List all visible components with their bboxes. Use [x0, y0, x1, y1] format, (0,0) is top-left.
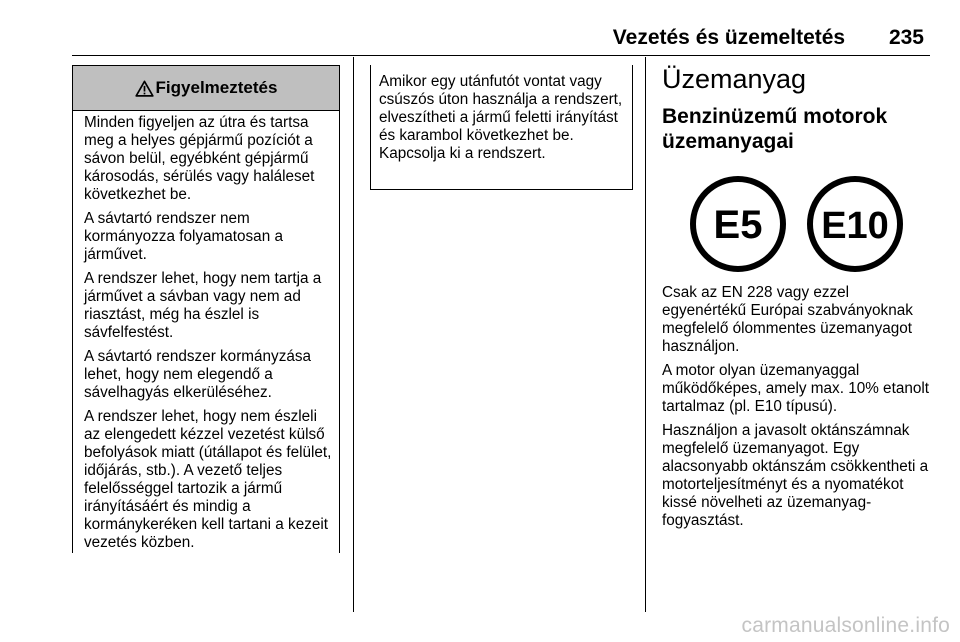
column-divider-right: [645, 57, 646, 612]
page-header-title: Vezetés és üzemeltetés: [612, 26, 846, 49]
watermark: carmanualsonline.info: [741, 614, 950, 637]
section-subtitle: Benzinüzemű motorok üzemanyagai: [662, 105, 888, 153]
fuel-label-e10-text: E10: [821, 205, 889, 247]
warning-triangle-icon: [135, 80, 154, 97]
column-divider-left: [353, 57, 354, 612]
main-paragraph: Csak az EN 228 vagy ezzel egyenértékű Európai szabványoknak megfelelő ólommentes üzemanyagot használjon.: [662, 284, 913, 355]
section-title: Üzemanyag: [662, 64, 807, 94]
warning-body: [73, 111, 339, 552]
warning-heading: [73, 65, 339, 111]
main-paragraph: A motor olyan üzemanyaggal működőképes, amely max. 10% etanolt tartalmaz (pl. E10 típusú).: [662, 362, 929, 415]
warning-paragraph: A sávtartó rendszer nem kormányozza folyamatosan a járművet.: [84, 210, 283, 263]
fuel-label-e5-text: E5: [713, 203, 763, 247]
warning-paragraph: A sávtartó rendszer kormányzása lehet, hogy nem elegendő a sávelhagyás elkerüléséhez.: [84, 348, 312, 401]
main-column: [662, 62, 932, 536]
fuel-label-e10: [810, 179, 900, 269]
main-text: [662, 284, 932, 530]
header-divider: [72, 55, 930, 56]
note-box: [370, 65, 633, 190]
warning-paragraph: A rendszer lehet, hogy nem tartja a járművet a sávban vagy nem ad riasztást, még ha észlel is sávfelfestést.: [84, 270, 322, 341]
page-number: 235: [888, 26, 924, 49]
main-paragraph: Használjon a javasolt oktánszámnak megfelelő üzemanyagot. Egy alacsonyabb oktánszám csökkentheti a motorteljesítményt és a nyomatékot kissé növelheti az üzemanyag-fogyasztást.: [662, 422, 929, 529]
warning-heading-text: Figyelmeztetés: [155, 78, 278, 97]
fuel-label-figure: [662, 174, 924, 274]
page-header: [613, 26, 924, 50]
note-text: Amikor egy utánfutót vontat vagy csúszós úton használja a rendszert, elveszítheti a jármű feletti irányítást és karambol következhet be. Kapcsolja ki a rendszert.: [379, 73, 623, 162]
fuel-label-e5: [693, 179, 783, 269]
warning-paragraph: Minden figyeljen az útra és tartsa meg a helyes gépjármű pozíciót a sávon belül, egyébként gépjármű károsodás, sérülés vagy haláleset következhet be.: [84, 114, 315, 203]
warning-paragraph: A rendszer lehet, hogy nem észleli az elengedett kézzel vezetést külső befolyások miatt (útállapot és felület, időjárás, stb.). A vezető teljes felelősséggel tartozik a jármű irányításáért és mindig a kormánykeréken kell tartani a kezeit vezetés közben.: [84, 408, 332, 551]
warning-box: [72, 65, 340, 553]
